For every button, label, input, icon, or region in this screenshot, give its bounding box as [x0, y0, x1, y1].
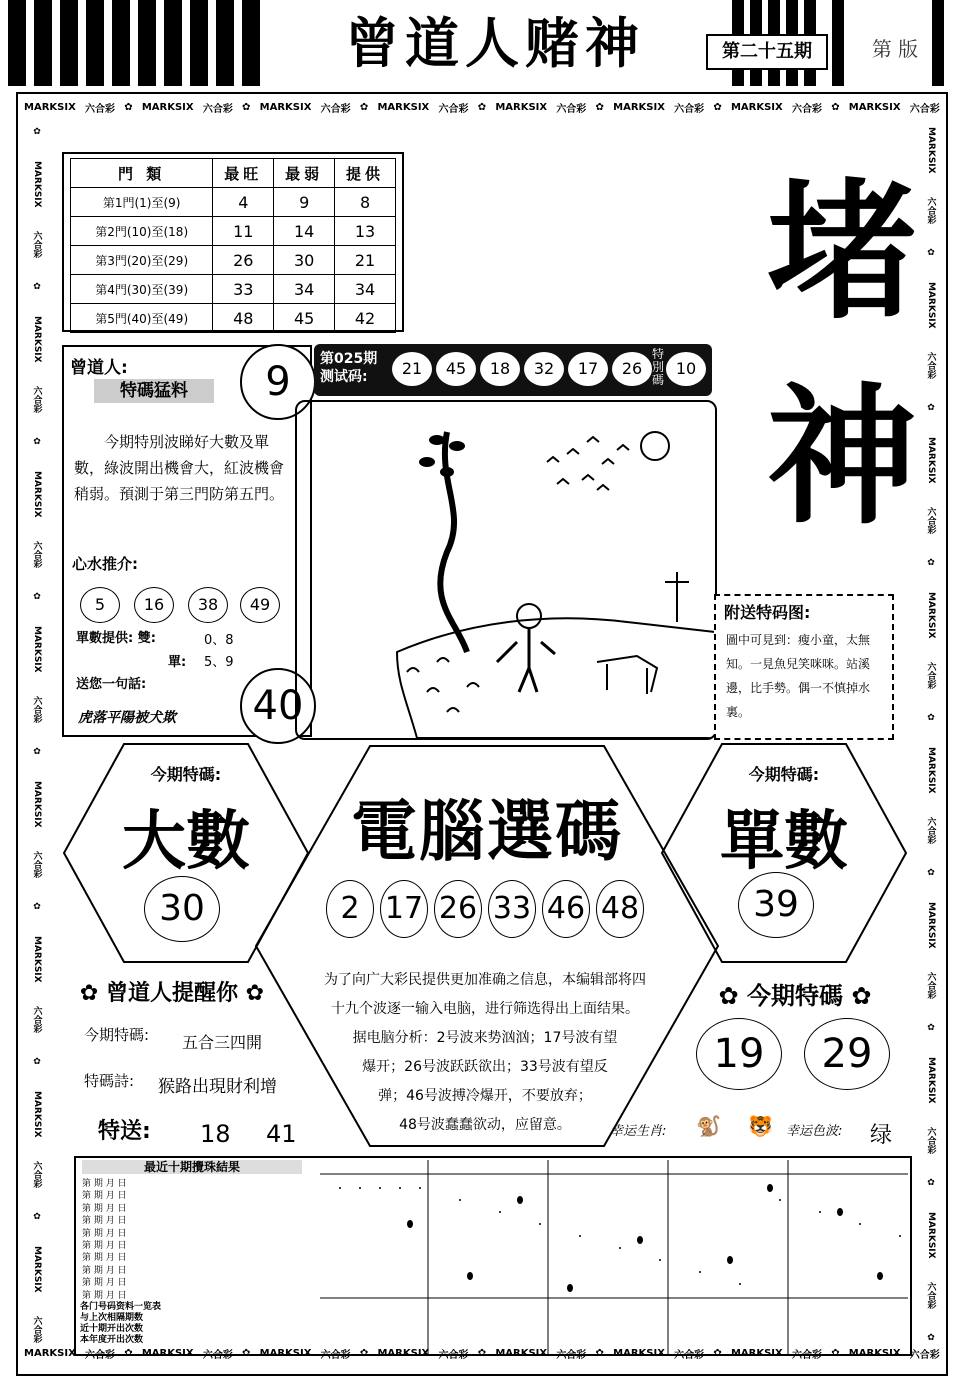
analysis-line: 爆开；26号波跃跃欲出；33号波有望反	[362, 1059, 608, 1075]
test-ball: 32	[524, 352, 564, 386]
header-bar	[216, 0, 234, 86]
moon-icon	[641, 432, 669, 460]
test-ball: 21	[392, 352, 432, 386]
monkey-icon: 🐒	[696, 1114, 721, 1138]
draw-dots	[339, 1184, 901, 1292]
test-ball: 18	[480, 352, 520, 386]
door-table-panel	[62, 152, 404, 332]
cross-icon	[665, 572, 689, 622]
provide-cell: 8	[335, 188, 396, 217]
header-bar	[164, 0, 182, 86]
provide-cell: 42	[335, 304, 396, 333]
test-ball: 26	[612, 352, 652, 386]
attach-text: 圖中可見到：瘦小童，太無知。一見魚兒笑咪咪。站溪邊，比手勢。偶一不慎掉水裏。	[726, 633, 871, 719]
table-row	[71, 217, 396, 246]
big-title-char: 神	[766, 369, 917, 545]
draw-results-table	[74, 1156, 912, 1356]
border-bottom: MARKSIX 六合彩 ✿ MARKSIX 六合彩 ✿ MARKSIX 六合彩 ✿ MARKSIX 六合彩 ✿ MARKSIX 六合彩 ✿ MARKSIX 六合彩 ✿ MARKSIX 六合彩 ✿ MARKSIX 六合彩	[24, 1347, 940, 1361]
column-header: 提供	[335, 159, 396, 188]
computer-title: 電腦選碼	[351, 792, 623, 870]
tail-odd: 5、9	[204, 655, 234, 670]
computer-analysis	[310, 966, 660, 1140]
table-row	[71, 188, 396, 217]
right-special-number: 29	[804, 1018, 890, 1090]
max-cell: 26	[213, 246, 274, 275]
max-cell: 11	[213, 217, 274, 246]
tail-even: 0、8	[204, 633, 234, 648]
page-label: 第 版	[871, 37, 919, 61]
color-label: 幸运色波:	[786, 1124, 843, 1139]
max-cell: 48	[213, 304, 274, 333]
water-number: 49	[240, 587, 280, 623]
door-cell: 第1門(1)至(9)	[71, 188, 213, 217]
reminder-label-1: 今期特碼:	[84, 1026, 150, 1044]
hex-left-big: 大數	[122, 804, 250, 879]
reminder-value-2: 猴路出現財利增	[158, 1077, 277, 1097]
min-cell: 9	[274, 188, 335, 217]
author-label: 曾道人:	[70, 358, 128, 378]
draw-row-labels: 第 期 月 日 第 期 月 日 第 期 月 日 第 期 月 日 第 期 月 日 第 期 月 日 第 期 月 日 第 期 月 日 第 期 月 日 第 期 月 日	[82, 1179, 127, 1301]
border-right: MARKSIX 六合彩 ✿ MARKSIX 六合彩 ✿ MARKSIX 六合彩 ✿ MARKSIX 六合彩 ✿ MARKSIX 六合彩 ✿ MARKSIX 六合彩 ✿ MARKSIX 六合彩 ✿ MARKSIX 六合彩 ✿	[925, 126, 936, 1344]
header-bar	[34, 0, 52, 86]
column-header: 最弱	[274, 159, 335, 188]
table-header-row	[71, 159, 396, 188]
right-special-number: 19	[696, 1018, 782, 1090]
header-bar	[86, 0, 104, 86]
door-cell: 第3門(20)至(29)	[71, 246, 213, 275]
hex-left-label: 今期特碼:	[150, 765, 222, 784]
water-number: 5	[80, 587, 120, 623]
water-title: 心水推介:	[72, 555, 138, 573]
hill-icon	[397, 618, 715, 738]
min-cell: 34	[274, 275, 335, 304]
special-label: 特別碼	[652, 347, 665, 387]
min-cell: 14	[274, 217, 335, 246]
send-number: 41	[266, 1120, 297, 1148]
reminder-label-2: 特碼詩:	[84, 1072, 135, 1090]
circle-number-bottom: 40	[240, 668, 316, 744]
door-table	[70, 158, 396, 333]
provide-cell: 21	[335, 246, 396, 275]
draw-table-title: 最近十期攪珠結果	[82, 1160, 302, 1174]
illustration	[295, 400, 717, 740]
issue-number: 第二十五期	[706, 34, 828, 70]
one-line-label: 送您一句話:	[76, 677, 147, 692]
water-number: 38	[188, 587, 228, 623]
min-cell: 30	[274, 246, 335, 275]
reminder-label-3: 特送:	[98, 1119, 151, 1144]
min-cell: 45	[274, 304, 335, 333]
door-cell: 第4門(30)至(39)	[71, 275, 213, 304]
header-bar	[832, 0, 844, 86]
forecast-text: 今期特別波睇好大數及單數，綠波開出機會大，紅波機會稍弱。預測于第三門防第五門。	[74, 433, 285, 503]
tiger-icon: 🐯	[748, 1114, 773, 1138]
column-header: 最旺	[213, 159, 274, 188]
attach-title: 附送特码图:	[724, 603, 811, 622]
header-bar	[60, 0, 78, 86]
door-cell: 第2門(10)至(18)	[71, 217, 213, 246]
reminder-title: ✿ 曾道人提醒你 ✿	[79, 981, 265, 1006]
analysis-line: 十九个波逐一输入电脑，进行筛选得出上面结果。	[331, 1001, 639, 1017]
birds-icon	[547, 437, 629, 490]
one-line-text: 虎落平陽被犬欺	[78, 710, 176, 726]
test-ball: 45	[436, 352, 476, 386]
hex-right-number: 39	[738, 872, 814, 938]
landscape-illustration	[297, 402, 715, 738]
tail-odd-label: 單:	[168, 655, 187, 670]
computer-number: 33	[488, 880, 536, 938]
tree-icon	[440, 432, 467, 652]
send-number: 18	[200, 1120, 231, 1148]
zodiac-label: 幸运生肖:	[610, 1124, 667, 1139]
analysis-line: 48号波蠢蠢欲动，应留意。	[399, 1117, 571, 1133]
computer-number: 46	[542, 880, 590, 938]
door-cell: 第5門(40)至(49)	[71, 304, 213, 333]
waves-icon	[407, 658, 479, 712]
child-icon	[517, 604, 541, 628]
header-bar	[242, 0, 260, 86]
table-row	[71, 275, 396, 304]
attached-picture-box	[714, 594, 894, 740]
big-title	[752, 150, 932, 560]
reminder-value-1: 五合三四開	[182, 1033, 263, 1052]
table-row	[71, 304, 396, 333]
header-bar	[112, 0, 130, 86]
border-top: MARKSIX 六合彩 ✿ MARKSIX 六合彩 ✿ MARKSIX 六合彩 ✿ MARKSIX 六合彩 ✿ MARKSIX 六合彩 ✿ MARKSIX 六合彩 ✿ MARKSIX 六合彩 ✿ MARKSIX 六合彩	[24, 101, 940, 115]
hex-left-number: 30	[144, 876, 220, 942]
provide-cell: 34	[335, 275, 396, 304]
max-cell: 4	[213, 188, 274, 217]
color-value: 绿	[870, 1123, 893, 1148]
test-code-label: 第025期 测试码:	[320, 351, 378, 385]
header-bar	[138, 0, 156, 86]
analysis-line: 弹；46号波搏冷爆开，不要放弃；	[378, 1088, 592, 1104]
analysis-line: 据电脑分析：2号波来势汹汹；17号波有望	[352, 1030, 618, 1046]
test-code-bar	[314, 344, 712, 396]
computer-number: 17	[380, 880, 428, 938]
computer-number: 2	[326, 880, 374, 938]
hot-title: 特碼猛料	[94, 379, 214, 403]
header	[0, 0, 972, 90]
big-title-char: 堵	[766, 164, 917, 340]
stat-labels: 各门号码资料一览表 与上次相隔期数 近十期开出次数 本年度开出次数	[80, 1302, 162, 1345]
provide-cell: 13	[335, 217, 396, 246]
special-ball: 10	[666, 352, 706, 386]
header-bar	[8, 0, 26, 86]
hex-right-label: 今期特碼:	[748, 765, 820, 784]
page-title: 曾道人赌神	[345, 11, 645, 75]
max-cell: 33	[213, 275, 274, 304]
computer-number: 48	[596, 880, 644, 938]
test-ball: 17	[568, 352, 608, 386]
column-header: 門 類	[71, 159, 213, 188]
right-special-title: ✿ 今期特碼 ✿	[718, 982, 872, 1010]
header-bar	[190, 0, 208, 86]
analysis-line: 为了向广大彩民提供更加准确之信息，本编辑部将四	[324, 972, 646, 988]
computer-number: 26	[434, 880, 482, 938]
tail-label: 單數提供: 雙:	[76, 631, 156, 646]
table-row	[71, 246, 396, 275]
water-number: 16	[134, 587, 174, 623]
dog-icon	[597, 656, 657, 694]
hex-right-big: 單數	[720, 804, 848, 879]
draw-grid	[320, 1160, 908, 1354]
circle-number-top: 9	[240, 344, 316, 420]
border-left: ✿ MARKSIX 六合彩 ✿ MARKSIX 六合彩 ✿ MARKSIX 六合彩 ✿ MARKSIX 六合彩 ✿ MARKSIX 六合彩 ✿ MARKSIX 六合彩 ✿ MARKSIX 六合彩 ✿ MARKSIX 六合彩	[31, 126, 42, 1344]
